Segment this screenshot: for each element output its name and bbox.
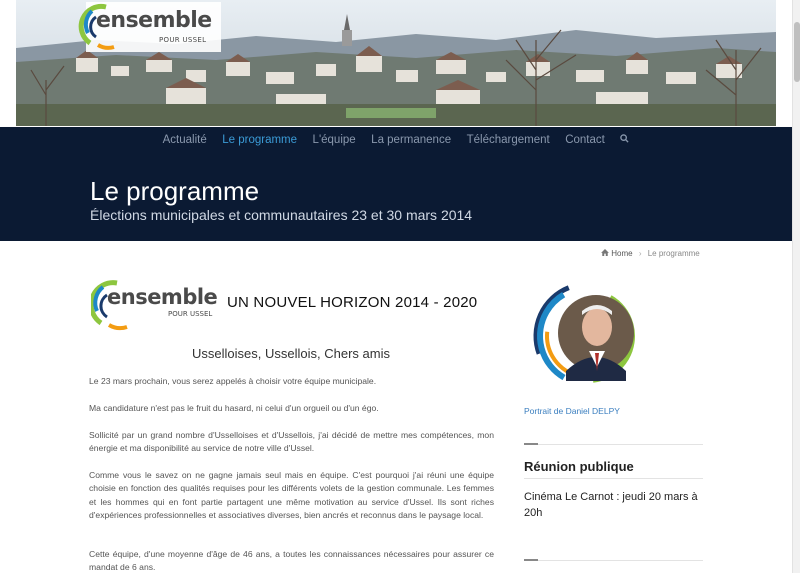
paragraph: Le 23 mars prochain, vous serez appelés à choisir votre équipe municipale. xyxy=(89,376,377,386)
nav-item-telechargement[interactable]: Téléchargement xyxy=(466,134,550,146)
nav-item-permanence[interactable]: La permanence xyxy=(371,134,452,146)
paragraph: Ma candidature n'est pas le fruit du hasard, ni celui d'un orgueil ou d'un égo. xyxy=(89,403,379,413)
paragraph: Comme vous le savez on ne gagne jamais seul mais en équipe. C'est pourquoi j'ai réuni une équipe choisie en fonction des qualités requises pour les différents volets de la gestion communale. Les femmes et les hommes qui en font partie partagent une même motivation au service d'Ussel. Ils sont riches d'expériences professionnelles et associatives diverses, bien ancrés et reconnus dans le paysage local. xyxy=(89,470,494,521)
scrollbar[interactable] xyxy=(792,0,800,573)
portrait-caption[interactable]: Portrait de Daniel DELPY xyxy=(524,406,620,416)
divider xyxy=(524,560,703,561)
greeting: Usselloises, Ussellois, Chers amis xyxy=(192,346,390,361)
breadcrumb xyxy=(601,249,700,258)
page-subtitle: Élections municipales et communautaires 23 et 30 mars 2014 xyxy=(90,207,473,223)
nav-item-le-programme[interactable]: Le programme xyxy=(222,134,298,146)
nav-item-equipe[interactable]: L'équipe xyxy=(312,134,356,146)
paragraph: Cette équipe, d'une moyenne d'âge de 46 ans, a toutes les connaissances nécessaires pour assurer ce mandat de 6 ans. xyxy=(89,549,494,573)
program-logo-word: ensemble xyxy=(107,285,218,309)
search-icon[interactable] xyxy=(620,131,629,151)
page-title: Le programme xyxy=(90,176,260,206)
breadcrumb-separator: › xyxy=(638,249,642,258)
site-logo-sub: POUR USSEL xyxy=(159,36,207,44)
nav-item-actualite[interactable]: Actualité xyxy=(162,134,207,146)
breadcrumb-home[interactable]: Home xyxy=(611,249,633,258)
divider xyxy=(524,478,703,479)
program-headline: UN NOUVEL HORIZON 2014 - 2020 xyxy=(227,294,478,311)
widget-title: Réunion publique xyxy=(524,459,634,474)
divider-accent xyxy=(524,559,538,561)
candidate-portrait[interactable] xyxy=(533,281,643,391)
program-logo-sub: POUR USSEL xyxy=(168,310,213,318)
divider-accent xyxy=(524,443,538,445)
widget-text: Cinéma Le Carnot : jeudi 20 mars à 20h xyxy=(524,491,698,519)
home-icon[interactable] xyxy=(601,249,611,258)
scrollbar-thumb[interactable] xyxy=(794,22,800,82)
main-nav xyxy=(0,130,792,152)
paragraph: Sollicité par un grand nombre d'Usselloises et d'Ussellois, j'ai décidé de mettre mes compétences, mon énergie et ma disponibilité au service de notre ville d'Ussel. xyxy=(89,430,494,454)
site-logo-word: ensemble xyxy=(96,8,212,33)
program-header-image xyxy=(88,277,492,333)
breadcrumb-current: Le programme xyxy=(647,249,700,258)
nav-item-contact[interactable]: Contact xyxy=(565,134,605,146)
divider xyxy=(524,444,703,445)
